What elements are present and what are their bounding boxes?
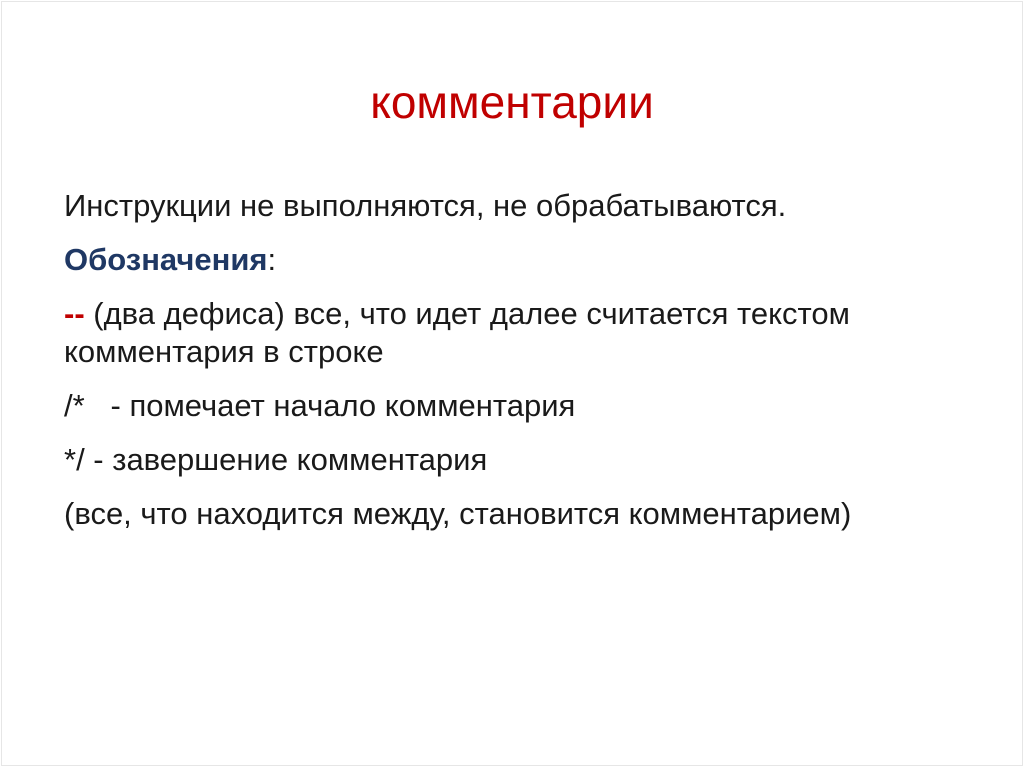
paragraph-open-comment: /* - помечает начало комментария: [64, 388, 576, 423]
paragraph-double-dash: [64, 295, 964, 371]
paragraph-between-note: (все, что находится между, становится комментарием): [64, 496, 852, 531]
paragraph-notation: [64, 241, 964, 279]
paragraph-close-comment: */ - завершение комментария: [64, 442, 488, 477]
slide-content: [64, 187, 964, 549]
notation-label: Обозначения: [64, 242, 268, 277]
slide-title: комментарии: [370, 76, 654, 128]
double-dash-text: (два дефиса) все, что идет далее считается текстом комментария в строке: [64, 296, 850, 369]
slide: [1, 1, 1023, 766]
double-dash-marker: --: [64, 296, 85, 331]
notation-colon: :: [267, 242, 277, 277]
paragraph-instructions: Инструкции не выполняются, не обрабатываются.: [64, 188, 787, 223]
